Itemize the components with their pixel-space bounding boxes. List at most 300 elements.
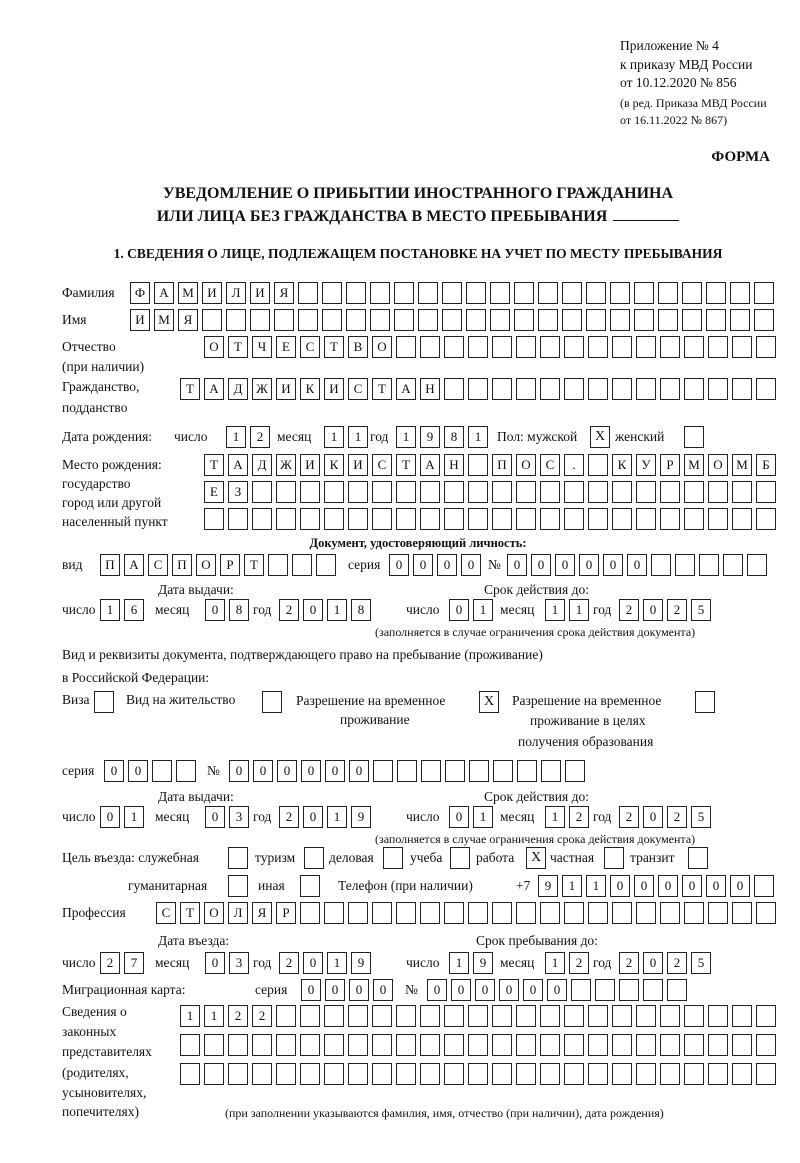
- char-cell[interactable]: 1: [124, 806, 144, 828]
- char-cell[interactable]: Т: [228, 336, 248, 358]
- char-cell[interactable]: С: [348, 378, 368, 400]
- char-cell[interactable]: [588, 1034, 608, 1056]
- char-cell[interactable]: 0: [643, 952, 663, 974]
- char-cell[interactable]: [420, 1063, 440, 1085]
- char-cell[interactable]: 0: [682, 875, 702, 897]
- char-cell[interactable]: 0: [128, 760, 148, 782]
- char-cell[interactable]: 2: [252, 1005, 272, 1027]
- stay-number-boxes[interactable]: [229, 760, 585, 782]
- citizenship-boxes[interactable]: [180, 378, 776, 400]
- char-cell[interactable]: [756, 481, 776, 503]
- char-cell[interactable]: С: [156, 902, 176, 924]
- reps-line1-boxes[interactable]: [180, 1005, 776, 1027]
- char-cell[interactable]: [372, 508, 392, 530]
- stay-issue-year-boxes[interactable]: [279, 806, 371, 828]
- char-cell[interactable]: [660, 481, 680, 503]
- char-cell[interactable]: 0: [277, 760, 297, 782]
- char-cell[interactable]: [756, 378, 776, 400]
- char-cell[interactable]: [612, 902, 632, 924]
- char-cell[interactable]: 0: [523, 979, 543, 1001]
- char-cell[interactable]: [732, 378, 752, 400]
- char-cell[interactable]: 0: [303, 599, 323, 621]
- char-cell[interactable]: [516, 1063, 536, 1085]
- char-cell[interactable]: [564, 1005, 584, 1027]
- char-cell[interactable]: [682, 282, 702, 304]
- char-cell[interactable]: 0: [104, 760, 124, 782]
- char-cell[interactable]: Д: [228, 378, 248, 400]
- char-cell[interactable]: [370, 282, 390, 304]
- sex-female-checkbox[interactable]: [684, 426, 704, 448]
- char-cell[interactable]: [444, 336, 464, 358]
- char-cell[interactable]: 0: [451, 979, 471, 1001]
- char-cell[interactable]: 1: [226, 426, 246, 448]
- char-cell[interactable]: [372, 481, 392, 503]
- char-cell[interactable]: [276, 1034, 296, 1056]
- char-cell[interactable]: 1: [100, 599, 120, 621]
- char-cell[interactable]: С: [148, 554, 168, 576]
- char-cell[interactable]: 2: [250, 426, 270, 448]
- char-cell[interactable]: [540, 336, 560, 358]
- char-cell[interactable]: [493, 760, 513, 782]
- char-cell[interactable]: [514, 282, 534, 304]
- char-cell[interactable]: [204, 508, 224, 530]
- char-cell[interactable]: [226, 309, 246, 331]
- char-cell[interactable]: 1: [327, 952, 347, 974]
- char-cell[interactable]: [274, 309, 294, 331]
- char-cell[interactable]: [396, 481, 416, 503]
- char-cell[interactable]: 1: [545, 806, 565, 828]
- char-cell[interactable]: [298, 309, 318, 331]
- char-cell[interactable]: [612, 1005, 632, 1027]
- char-cell[interactable]: [292, 554, 312, 576]
- char-cell[interactable]: 0: [507, 554, 527, 576]
- purpose-other-checkbox[interactable]: [300, 875, 320, 897]
- char-cell[interactable]: 1: [545, 599, 565, 621]
- char-cell[interactable]: [372, 902, 392, 924]
- char-cell[interactable]: 2: [619, 806, 639, 828]
- char-cell[interactable]: [660, 902, 680, 924]
- char-cell[interactable]: [442, 309, 462, 331]
- char-cell[interactable]: [276, 508, 296, 530]
- char-cell[interactable]: 2: [279, 806, 299, 828]
- char-cell[interactable]: 1: [396, 426, 416, 448]
- char-cell[interactable]: [300, 508, 320, 530]
- char-cell[interactable]: [490, 309, 510, 331]
- char-cell[interactable]: [298, 282, 318, 304]
- char-cell[interactable]: [756, 1005, 776, 1027]
- char-cell[interactable]: 1: [468, 426, 488, 448]
- char-cell[interactable]: [684, 378, 704, 400]
- char-cell[interactable]: [538, 282, 558, 304]
- char-cell[interactable]: [324, 1063, 344, 1085]
- char-cell[interactable]: [348, 1034, 368, 1056]
- char-cell[interactable]: [540, 378, 560, 400]
- char-cell[interactable]: [756, 1063, 776, 1085]
- char-cell[interactable]: [564, 1034, 584, 1056]
- char-cell[interactable]: [756, 902, 776, 924]
- char-cell[interactable]: [394, 309, 414, 331]
- char-cell[interactable]: 0: [349, 760, 369, 782]
- char-cell[interactable]: [176, 760, 196, 782]
- char-cell[interactable]: И: [348, 454, 368, 476]
- char-cell[interactable]: Т: [180, 378, 200, 400]
- char-cell[interactable]: [420, 481, 440, 503]
- char-cell[interactable]: 9: [351, 952, 371, 974]
- char-cell[interactable]: [540, 481, 560, 503]
- char-cell[interactable]: 0: [389, 554, 409, 576]
- char-cell[interactable]: [492, 902, 512, 924]
- char-cell[interactable]: 0: [325, 979, 345, 1001]
- char-cell[interactable]: [586, 309, 606, 331]
- char-cell[interactable]: 2: [667, 599, 687, 621]
- char-cell[interactable]: [732, 1034, 752, 1056]
- char-cell[interactable]: Т: [180, 902, 200, 924]
- char-cell[interactable]: [682, 309, 702, 331]
- place-blank[interactable]: [613, 206, 679, 221]
- char-cell[interactable]: [420, 1034, 440, 1056]
- char-cell[interactable]: Д: [252, 454, 272, 476]
- char-cell[interactable]: [684, 1034, 704, 1056]
- char-cell[interactable]: 8: [351, 599, 371, 621]
- id-number-boxes[interactable]: [507, 554, 767, 576]
- char-cell[interactable]: [564, 1063, 584, 1085]
- char-cell[interactable]: 2: [619, 952, 639, 974]
- char-cell[interactable]: [276, 481, 296, 503]
- char-cell[interactable]: 0: [706, 875, 726, 897]
- char-cell[interactable]: [595, 979, 615, 1001]
- char-cell[interactable]: [445, 760, 465, 782]
- char-cell[interactable]: 0: [579, 554, 599, 576]
- char-cell[interactable]: [612, 336, 632, 358]
- char-cell[interactable]: [517, 760, 537, 782]
- char-cell[interactable]: Б: [756, 454, 776, 476]
- char-cell[interactable]: Т: [372, 378, 392, 400]
- char-cell[interactable]: 0: [499, 979, 519, 1001]
- char-cell[interactable]: А: [124, 554, 144, 576]
- char-cell[interactable]: 1: [569, 599, 589, 621]
- purpose-study-checkbox[interactable]: [450, 847, 470, 869]
- char-cell[interactable]: Н: [444, 454, 464, 476]
- char-cell[interactable]: 1: [586, 875, 606, 897]
- char-cell[interactable]: [571, 979, 591, 1001]
- char-cell[interactable]: [421, 760, 441, 782]
- char-cell[interactable]: М: [732, 454, 752, 476]
- char-cell[interactable]: [564, 902, 584, 924]
- char-cell[interactable]: [469, 760, 489, 782]
- char-cell[interactable]: [756, 508, 776, 530]
- char-cell[interactable]: [612, 1063, 632, 1085]
- char-cell[interactable]: [180, 1034, 200, 1056]
- char-cell[interactable]: [634, 282, 654, 304]
- char-cell[interactable]: У: [636, 454, 656, 476]
- char-cell[interactable]: [540, 902, 560, 924]
- char-cell[interactable]: 0: [253, 760, 273, 782]
- id-issue-year-boxes[interactable]: [279, 599, 371, 621]
- char-cell[interactable]: [396, 1063, 416, 1085]
- char-cell[interactable]: [723, 554, 743, 576]
- char-cell[interactable]: Я: [178, 309, 198, 331]
- char-cell[interactable]: [468, 1005, 488, 1027]
- char-cell[interactable]: И: [324, 378, 344, 400]
- char-cell[interactable]: [228, 1063, 248, 1085]
- id-issue-month-boxes[interactable]: [205, 599, 249, 621]
- char-cell[interactable]: [699, 554, 719, 576]
- char-cell[interactable]: 0: [634, 875, 654, 897]
- char-cell[interactable]: [538, 309, 558, 331]
- char-cell[interactable]: [372, 1063, 392, 1085]
- char-cell[interactable]: [612, 481, 632, 503]
- purpose-humanitarian-checkbox[interactable]: [228, 875, 248, 897]
- char-cell[interactable]: 2: [619, 599, 639, 621]
- birthplace-line2-boxes[interactable]: [204, 481, 776, 503]
- char-cell[interactable]: 0: [427, 979, 447, 1001]
- char-cell[interactable]: [610, 309, 630, 331]
- name-boxes[interactable]: [130, 309, 774, 331]
- char-cell[interactable]: [250, 309, 270, 331]
- char-cell[interactable]: [588, 902, 608, 924]
- char-cell[interactable]: [252, 481, 272, 503]
- visa-checkbox[interactable]: [94, 691, 114, 713]
- char-cell[interactable]: 1: [180, 1005, 200, 1027]
- char-cell[interactable]: [730, 282, 750, 304]
- char-cell[interactable]: [466, 282, 486, 304]
- char-cell[interactable]: [373, 760, 393, 782]
- char-cell[interactable]: 9: [473, 952, 493, 974]
- char-cell[interactable]: [660, 1063, 680, 1085]
- char-cell[interactable]: 0: [658, 875, 678, 897]
- char-cell[interactable]: [316, 554, 336, 576]
- char-cell[interactable]: 0: [547, 979, 567, 1001]
- char-cell[interactable]: [706, 282, 726, 304]
- char-cell[interactable]: 0: [643, 806, 663, 828]
- char-cell[interactable]: О: [204, 902, 224, 924]
- char-cell[interactable]: [588, 481, 608, 503]
- char-cell[interactable]: [564, 336, 584, 358]
- char-cell[interactable]: Т: [204, 454, 224, 476]
- char-cell[interactable]: [643, 979, 663, 1001]
- char-cell[interactable]: С: [372, 454, 392, 476]
- char-cell[interactable]: [708, 1063, 728, 1085]
- char-cell[interactable]: [418, 282, 438, 304]
- char-cell[interactable]: [636, 1005, 656, 1027]
- char-cell[interactable]: 1: [449, 952, 469, 974]
- char-cell[interactable]: Т: [244, 554, 264, 576]
- stay-valid-month-boxes[interactable]: [545, 806, 589, 828]
- char-cell[interactable]: [516, 481, 536, 503]
- char-cell[interactable]: [346, 282, 366, 304]
- char-cell[interactable]: 9: [420, 426, 440, 448]
- char-cell[interactable]: [444, 1005, 464, 1027]
- char-cell[interactable]: [636, 336, 656, 358]
- char-cell[interactable]: Ж: [252, 378, 272, 400]
- char-cell[interactable]: 1: [324, 426, 344, 448]
- char-cell[interactable]: [660, 336, 680, 358]
- id-valid-year-boxes[interactable]: [619, 599, 711, 621]
- char-cell[interactable]: О: [708, 454, 728, 476]
- char-cell[interactable]: С: [540, 454, 560, 476]
- char-cell[interactable]: 0: [349, 979, 369, 1001]
- char-cell[interactable]: [586, 282, 606, 304]
- purpose-tourism-checkbox[interactable]: [304, 847, 324, 869]
- char-cell[interactable]: [514, 309, 534, 331]
- char-cell[interactable]: 2: [228, 1005, 248, 1027]
- char-cell[interactable]: [516, 378, 536, 400]
- char-cell[interactable]: [565, 760, 585, 782]
- char-cell[interactable]: 0: [730, 875, 750, 897]
- purpose-private-checkbox[interactable]: [604, 847, 624, 869]
- char-cell[interactable]: [732, 508, 752, 530]
- char-cell[interactable]: 0: [303, 952, 323, 974]
- char-cell[interactable]: [619, 979, 639, 1001]
- char-cell[interactable]: 0: [461, 554, 481, 576]
- char-cell[interactable]: 0: [531, 554, 551, 576]
- mc-series-boxes[interactable]: [301, 979, 393, 1001]
- char-cell[interactable]: П: [492, 454, 512, 476]
- char-cell[interactable]: П: [172, 554, 192, 576]
- char-cell[interactable]: [754, 875, 774, 897]
- char-cell[interactable]: [660, 508, 680, 530]
- purpose-work-checkbox[interactable]: X: [526, 847, 546, 869]
- birth-month-boxes[interactable]: [324, 426, 368, 448]
- reps-line2-boxes[interactable]: [180, 1034, 776, 1056]
- residence-permit-checkbox[interactable]: [262, 691, 282, 713]
- char-cell[interactable]: 0: [373, 979, 393, 1001]
- stay-series-boxes[interactable]: [104, 760, 196, 782]
- char-cell[interactable]: [516, 1034, 536, 1056]
- char-cell[interactable]: [420, 902, 440, 924]
- char-cell[interactable]: [756, 336, 776, 358]
- char-cell[interactable]: 2: [279, 952, 299, 974]
- char-cell[interactable]: И: [300, 454, 320, 476]
- char-cell[interactable]: [420, 508, 440, 530]
- char-cell[interactable]: [348, 902, 368, 924]
- char-cell[interactable]: [636, 902, 656, 924]
- char-cell[interactable]: [468, 1034, 488, 1056]
- char-cell[interactable]: [732, 902, 752, 924]
- char-cell[interactable]: 0: [229, 760, 249, 782]
- char-cell[interactable]: [756, 1034, 776, 1056]
- char-cell[interactable]: [588, 336, 608, 358]
- char-cell[interactable]: [300, 481, 320, 503]
- char-cell[interactable]: [396, 336, 416, 358]
- char-cell[interactable]: [564, 378, 584, 400]
- char-cell[interactable]: Р: [276, 902, 296, 924]
- char-cell[interactable]: А: [396, 378, 416, 400]
- char-cell[interactable]: 5: [691, 952, 711, 974]
- char-cell[interactable]: Е: [204, 481, 224, 503]
- char-cell[interactable]: [202, 309, 222, 331]
- char-cell[interactable]: [684, 336, 704, 358]
- id-kind-boxes[interactable]: [100, 554, 336, 576]
- char-cell[interactable]: [588, 1063, 608, 1085]
- char-cell[interactable]: Л: [226, 282, 246, 304]
- birth-day-boxes[interactable]: [226, 426, 270, 448]
- mc-number-boxes[interactable]: [427, 979, 687, 1001]
- char-cell[interactable]: 0: [301, 760, 321, 782]
- trp-education-checkbox[interactable]: [695, 691, 715, 713]
- char-cell[interactable]: [612, 378, 632, 400]
- char-cell[interactable]: [564, 481, 584, 503]
- char-cell[interactable]: К: [300, 378, 320, 400]
- purpose-transit-checkbox[interactable]: [688, 847, 708, 869]
- char-cell[interactable]: [492, 1063, 512, 1085]
- profession-boxes[interactable]: [156, 902, 776, 924]
- char-cell[interactable]: Е: [276, 336, 296, 358]
- char-cell[interactable]: Р: [660, 454, 680, 476]
- char-cell[interactable]: О: [516, 454, 536, 476]
- char-cell[interactable]: [397, 760, 417, 782]
- char-cell[interactable]: [276, 1005, 296, 1027]
- patronymic-boxes[interactable]: [204, 336, 776, 358]
- char-cell[interactable]: [708, 481, 728, 503]
- char-cell[interactable]: [708, 1034, 728, 1056]
- purpose-business-checkbox[interactable]: [383, 847, 403, 869]
- stay-valid-year-boxes[interactable]: [619, 806, 711, 828]
- char-cell[interactable]: [754, 282, 774, 304]
- char-cell[interactable]: 2: [279, 599, 299, 621]
- char-cell[interactable]: А: [204, 378, 224, 400]
- char-cell[interactable]: 9: [351, 806, 371, 828]
- phone-boxes[interactable]: [538, 875, 774, 897]
- char-cell[interactable]: Т: [324, 336, 344, 358]
- char-cell[interactable]: И: [202, 282, 222, 304]
- char-cell[interactable]: [442, 282, 462, 304]
- char-cell[interactable]: [348, 1005, 368, 1027]
- char-cell[interactable]: [300, 1063, 320, 1085]
- char-cell[interactable]: [276, 1063, 296, 1085]
- char-cell[interactable]: [490, 282, 510, 304]
- char-cell[interactable]: [348, 508, 368, 530]
- char-cell[interactable]: И: [250, 282, 270, 304]
- char-cell[interactable]: [300, 902, 320, 924]
- char-cell[interactable]: М: [154, 309, 174, 331]
- char-cell[interactable]: 1: [204, 1005, 224, 1027]
- char-cell[interactable]: [516, 902, 536, 924]
- char-cell[interactable]: [444, 902, 464, 924]
- char-cell[interactable]: [468, 378, 488, 400]
- char-cell[interactable]: 0: [610, 875, 630, 897]
- char-cell[interactable]: А: [420, 454, 440, 476]
- char-cell[interactable]: [300, 1034, 320, 1056]
- char-cell[interactable]: [324, 902, 344, 924]
- char-cell[interactable]: [540, 1063, 560, 1085]
- char-cell[interactable]: [732, 1063, 752, 1085]
- char-cell[interactable]: [444, 1034, 464, 1056]
- char-cell[interactable]: 6: [124, 599, 144, 621]
- char-cell[interactable]: [684, 1005, 704, 1027]
- char-cell[interactable]: О: [196, 554, 216, 576]
- char-cell[interactable]: 0: [437, 554, 457, 576]
- char-cell[interactable]: П: [100, 554, 120, 576]
- stay-valid-day-boxes[interactable]: [449, 806, 493, 828]
- char-cell[interactable]: [268, 554, 288, 576]
- char-cell[interactable]: 1: [562, 875, 582, 897]
- char-cell[interactable]: [324, 1034, 344, 1056]
- char-cell[interactable]: [564, 508, 584, 530]
- char-cell[interactable]: [706, 309, 726, 331]
- char-cell[interactable]: [684, 902, 704, 924]
- char-cell[interactable]: 2: [100, 952, 120, 974]
- char-cell[interactable]: [396, 508, 416, 530]
- char-cell[interactable]: 0: [205, 599, 225, 621]
- char-cell[interactable]: Ф: [130, 282, 150, 304]
- char-cell[interactable]: [468, 1063, 488, 1085]
- char-cell[interactable]: [636, 508, 656, 530]
- char-cell[interactable]: А: [228, 454, 248, 476]
- char-cell[interactable]: [732, 336, 752, 358]
- char-cell[interactable]: 7: [124, 952, 144, 974]
- char-cell[interactable]: [754, 309, 774, 331]
